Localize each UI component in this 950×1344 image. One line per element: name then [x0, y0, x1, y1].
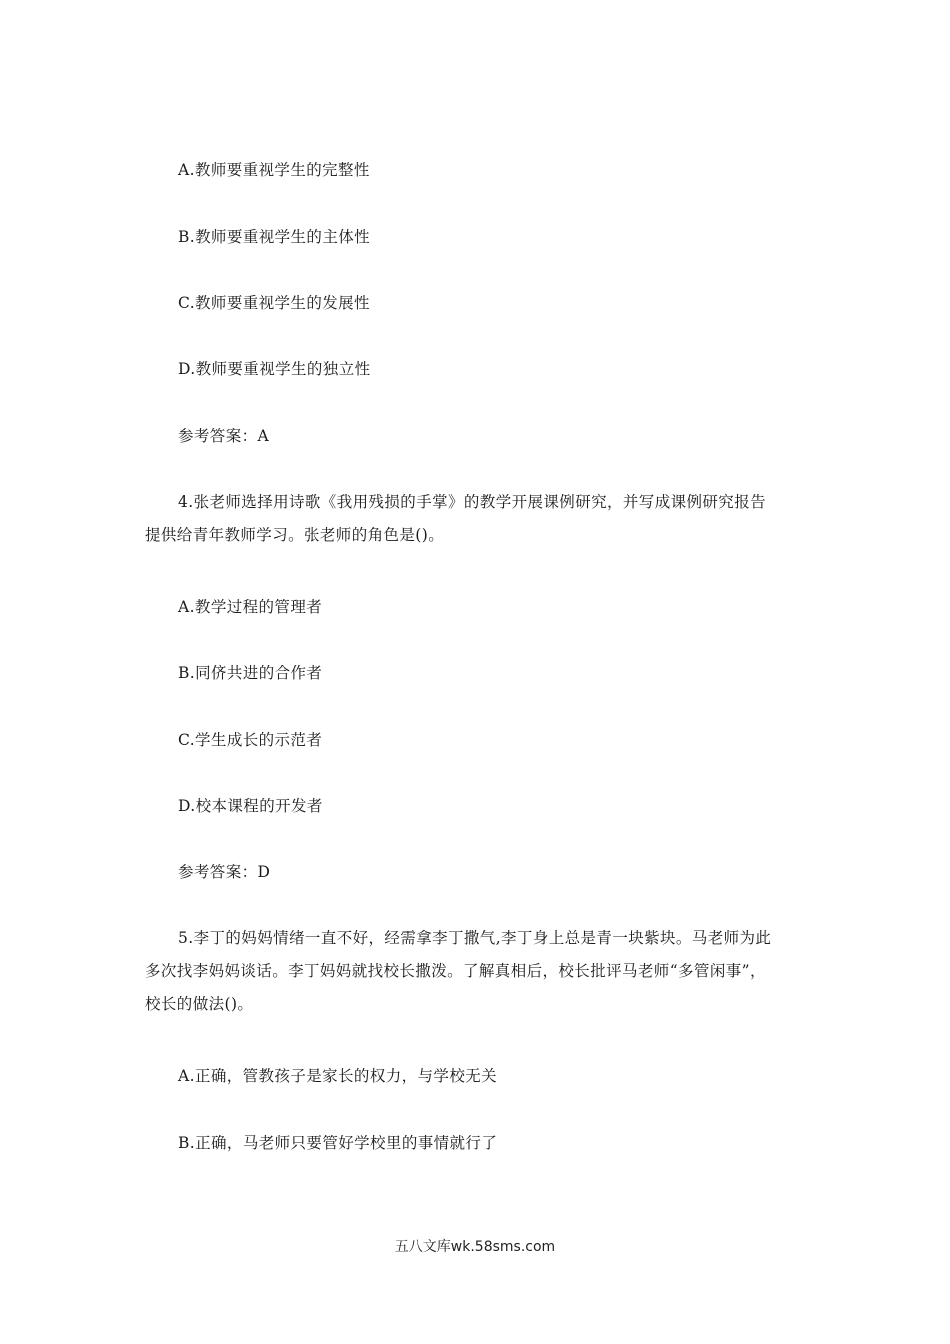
q4-option-a: A.教学过程的管理者	[178, 598, 323, 616]
q3-answer: 参考答案：A	[178, 427, 270, 445]
q4-stem	[145, 486, 810, 552]
q3-option-d: D.教师要重视学生的独立性	[178, 360, 371, 378]
q5-stem-line-2: 多次找李妈妈谈话。李丁妈妈就找校长撒泼。了解真相后，校长批评马老师“多管闲事”，	[145, 962, 766, 980]
q4-option-c: C.学生成长的示范者	[178, 731, 323, 749]
q3-option-c: C.教师要重视学生的发展性	[178, 294, 370, 312]
q5-option-a: A.正确，管教孩子是家长的权力，与学校无关	[178, 1067, 498, 1085]
q4-answer: 参考答案：D	[178, 863, 271, 881]
q5-stem-line-1: 5.李丁的妈妈情绪一直不好，经需拿李丁撒气,李丁身上总是青一块紫块。马老师为此	[178, 929, 772, 947]
q4-stem-line-1: 4.张老师选择用诗歌《我用残损的手掌》的教学开展课例研究，并写成课例研究报告	[178, 493, 766, 511]
q4-stem-line-2: 提供给青年教师学习。张老师的角色是()。	[145, 526, 445, 544]
q4-option-d: D.校本课程的开发者	[178, 797, 323, 815]
q5-stem	[145, 922, 810, 1021]
q5-stem-line-3: 校长的做法()。	[145, 995, 254, 1013]
q5-option-b: B.正确，马老师只要管好学校里的事情就行了	[178, 1134, 498, 1152]
q4-option-b: B.同侪共进的合作者	[178, 664, 323, 682]
q3-option-b: B.教师要重视学生的主体性	[178, 228, 371, 246]
q3-option-a: A.教师要重视学生的完整性	[178, 161, 370, 179]
page-footer: 五八文库wk.58sms.com	[394, 1239, 556, 1255]
